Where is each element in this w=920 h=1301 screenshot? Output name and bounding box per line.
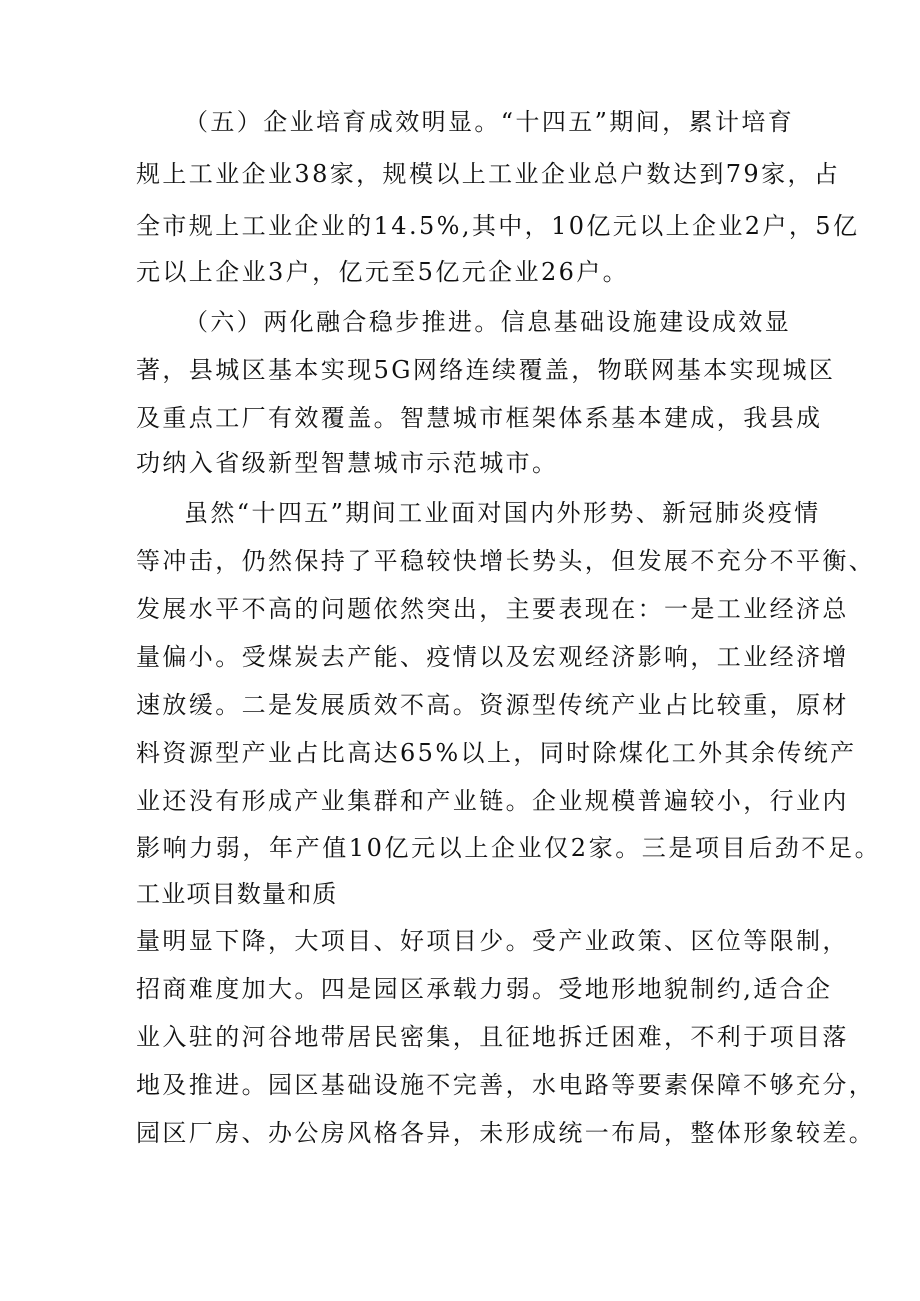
text-line: 及重点工厂有效覆盖。智慧城市框架体系基本建成，我县成 — [136, 404, 823, 432]
text-line: 虽然“十四五”期间工业面对国内外形势、新冠肺炎疫情 — [184, 499, 821, 527]
text-line: （六）两化融合稳步推进。信息基础设施建设成效显 — [184, 308, 792, 336]
text-line: 影响力弱，年产值10亿元以上企业仅2家。三是项目后劲不足。 — [136, 834, 882, 862]
text-line: 全市规上工业企业的14.5%,其中，10亿元以上企业2户，5亿 — [136, 212, 860, 240]
text-line: 业还没有形成产业集群和产业链。企业规模普遍较小，行业内 — [136, 787, 849, 815]
text-line: 业入驻的河谷地带居民密集，且征地拆迁困难，不利于项目落 — [136, 1023, 849, 1051]
text-line: （五）企业培育成效明显。“十四五”期间，累计培育 — [184, 108, 795, 136]
text-line: 料资源型产业占比高达65%以上，同时除煤化工外其余传统产 — [136, 739, 857, 767]
text-line: 发展水平不高的问题依然突出，主要表现在：一是工业经济总 — [136, 595, 849, 623]
text-line: 等冲击，仍然保持了平稳较快增长势头，但发展不充分不平衡、 — [136, 547, 876, 575]
text-line: 地及推进。园区基础设施不完善，水电路等要素保障不够充分， — [136, 1071, 876, 1099]
text-line: 著，县城区基本实现5G网络连续覆盖，物联网基本实现城区 — [136, 356, 836, 384]
text-line: 工业项目数量和质 — [136, 880, 338, 908]
text-line: 量偏小。受煤炭去产能、疫情以及宏观经济影响，工业经济增 — [136, 643, 849, 671]
text-line: 功纳入省级新型智慧城市示范城市。 — [136, 449, 559, 477]
text-line: 规上工业企业38家，规模以上工业企业总户数达到79家，占 — [136, 160, 841, 188]
text-line: 园区厂房、办公房风格各异，未形成统一布局，整体形象较差。 — [136, 1119, 876, 1147]
text-line: 招商难度加大。四是园区承载力弱。受地形地貌制约,适合企 — [136, 975, 833, 1003]
text-line: 元以上企业3户，亿元至5亿元企业26户。 — [136, 258, 630, 286]
text-line: 量明显下降，大项目、好项目少。受产业政策、区位等限制， — [136, 927, 849, 955]
text-line: 速放缓。二是发展质效不高。资源型传统产业占比较重，原材 — [136, 691, 849, 719]
